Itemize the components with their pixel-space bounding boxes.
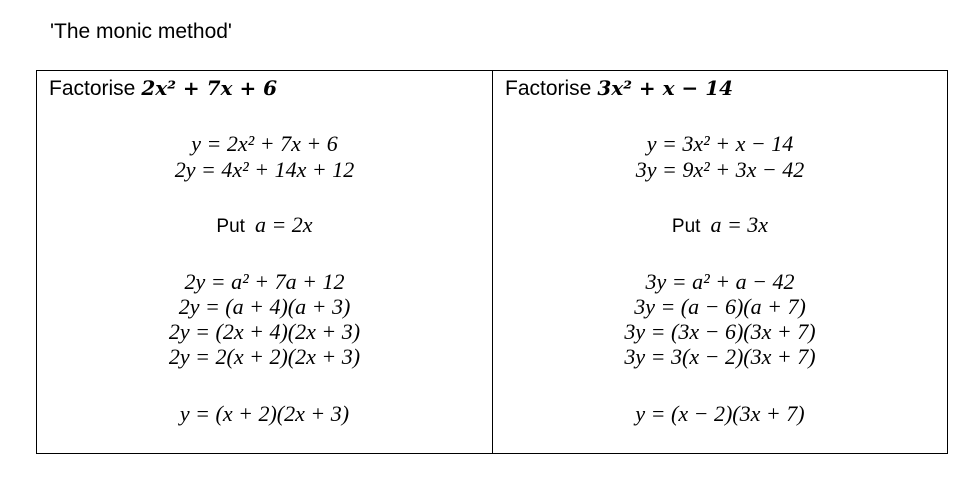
cell-heading-label: Factorise — [505, 77, 592, 100]
substitution-expression: a = 3x — [710, 212, 769, 237]
equation-line: y = 2x² + 7x + 6 — [191, 131, 338, 156]
equation-line: 3y = 9x² + 3x − 42 — [635, 157, 805, 182]
cell-heading — [49, 75, 277, 102]
equation-line: 2y = (2x + 4)(2x + 3) — [168, 319, 361, 344]
substitution-label: Put — [671, 216, 701, 237]
equation-line: 3y = a² + a − 42 — [645, 269, 795, 294]
equation-line: 3y = 3(x − 2)(3x + 7) — [624, 344, 816, 369]
method-cell-right — [492, 71, 947, 453]
equation-line: 2y = a² + 7a + 12 — [184, 269, 345, 294]
equation-line: 3y = (a − 6)(a + 7) — [634, 294, 806, 319]
result-line: y = (x − 2)(3x + 7) — [635, 401, 805, 426]
result-line: y = (x + 2)(2x + 3) — [179, 401, 350, 426]
substitution-expression: a = 2x — [254, 212, 313, 237]
equation-line: 2y = (a + 4)(a + 3) — [178, 294, 351, 319]
cell-heading — [505, 75, 733, 102]
substitution-line — [493, 212, 947, 240]
substitution-label: Put — [216, 216, 245, 237]
page-title: 'The monic method' — [50, 20, 232, 43]
cell-heading-expression: 3x² + x − 14 — [597, 76, 734, 100]
equation-line: y = 3x² + x − 14 — [646, 131, 794, 156]
cell-heading-expression: 2x² + 7x + 6 — [141, 76, 278, 100]
method-table — [36, 70, 948, 454]
method-cell-left — [37, 71, 492, 453]
equation-line: 2y = 2(x + 2)(2x + 3) — [168, 344, 361, 369]
equation-line: 3y = (3x − 6)(3x + 7) — [624, 319, 816, 344]
equation-line: 2y = 4x² + 14x + 12 — [174, 157, 355, 182]
cell-heading-label: Factorise — [49, 77, 136, 100]
substitution-line — [37, 212, 492, 240]
